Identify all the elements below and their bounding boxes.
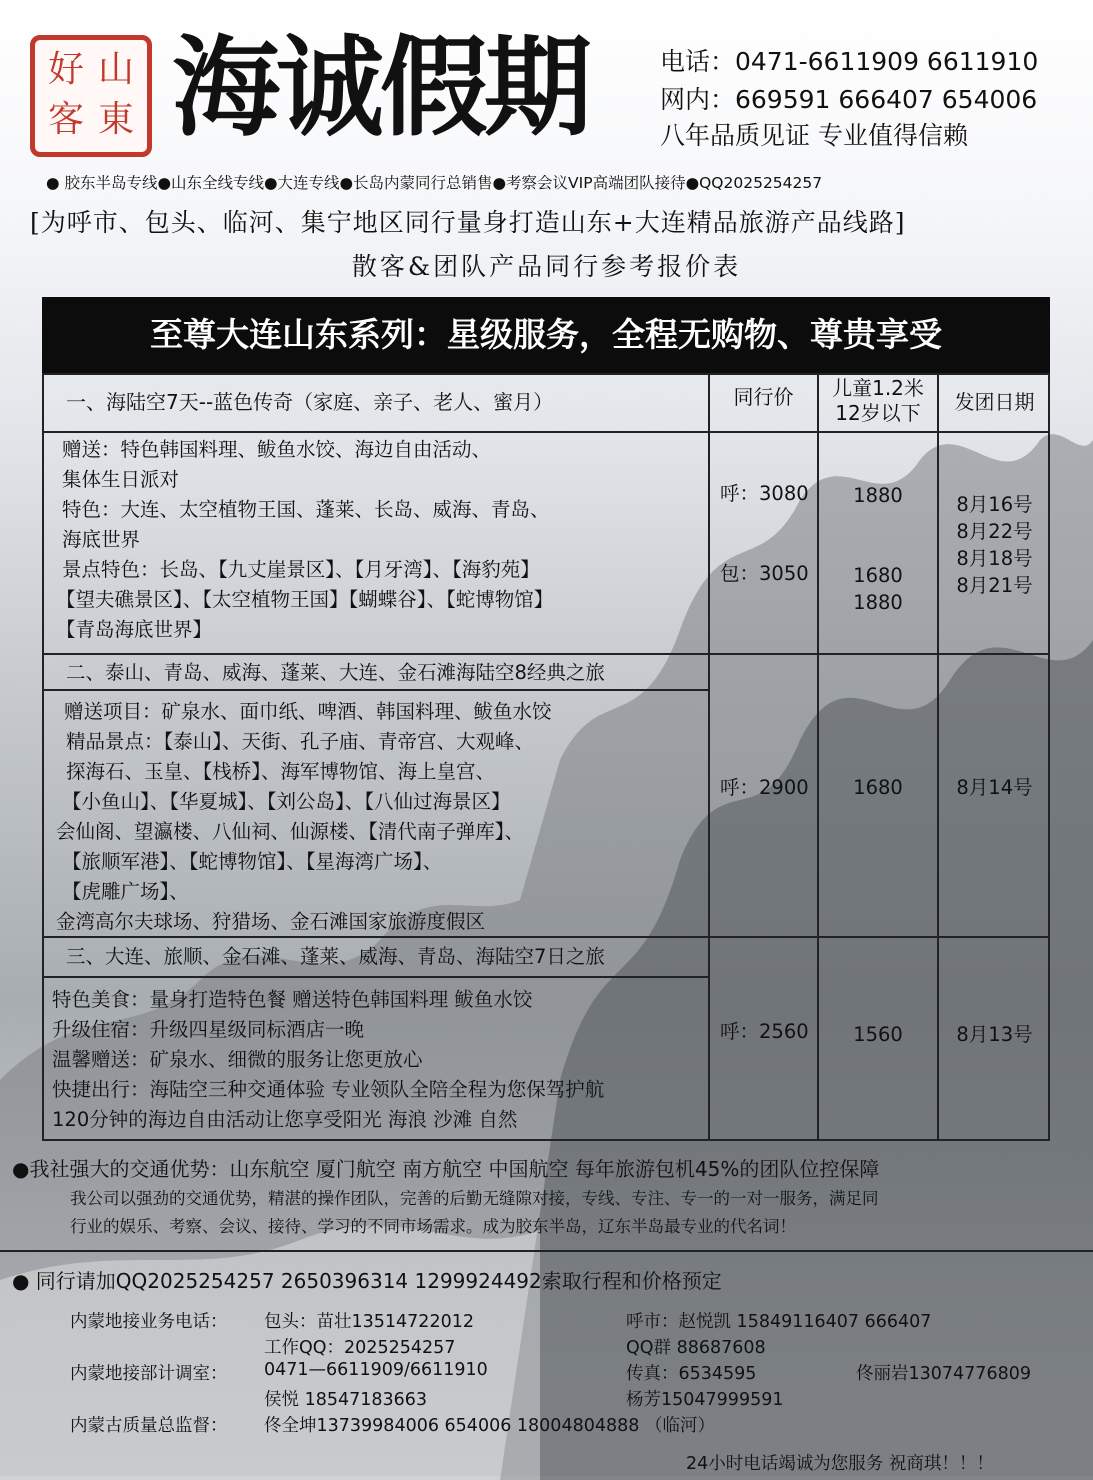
route2-title: 二、泰山、青岛、威海、蓬莱、大连、金石滩海陆空8经典之旅 (66, 661, 605, 684)
logo-seal (30, 35, 152, 157)
contact-work-qq: 工作QQ：2025254257 (264, 1338, 456, 1358)
route2-line: 赠送项目：矿泉水、面巾纸、啤酒、韩国料理、鲅鱼水饺 (64, 700, 552, 723)
phone-line: 电话：0471-6611909 6611910 (660, 47, 1039, 76)
route1-price-hu: 呼：3080 (720, 482, 809, 505)
route1-line: 【望夫礁景区】、【太空植物王国】【蝴蝶谷】、【蛇博物馆】 (56, 588, 554, 611)
route3-child: 1560 (853, 1023, 903, 1046)
advantage-desc-1: 我公司以强劲的交通优势，精湛的操作团队，完善的后勤无缝隙对接，专线、专注、专一的一对一服务，满足同 (70, 1189, 879, 1208)
quality-contact: 佟全坤13739984006 654006 18004804888 （临河） (264, 1416, 715, 1436)
route1-child-b: 1680 (853, 564, 903, 587)
route2-line: 【旅顺军港】、【蛇博物馆】、【星海湾广场】、 (62, 850, 443, 873)
seal-char: 山 (97, 49, 134, 90)
slogan: 八年品质见证 专业值得信赖 (660, 121, 968, 150)
row-divider (44, 976, 708, 978)
route1-details (56, 435, 554, 645)
contact-hou: 侯悦 18547183663 (264, 1390, 428, 1410)
qq-line: ● 同行请加QQ2025254257 2650396314 1299924492索取行程和价格预定 (12, 1269, 722, 1293)
series-banner: 至尊大连山东系列：星级服务，全程无购物、尊贵享受 (42, 297, 1050, 373)
col-header-child (819, 376, 937, 426)
advantage-desc-2: 行业的娱乐、考察、会议、接待、学习的不同市场需求。成为胶东半岛，辽东半岛最专业的代名词！ (70, 1217, 796, 1236)
route2-details (56, 697, 552, 937)
route3-line: 特色美食：量身打造特色餐 赠送特色韩国料理 鲅鱼水饺 (52, 988, 533, 1011)
route1-dates (939, 491, 1050, 599)
route1-line: 特色：大连、太空植物王国、蓬莱、长岛、威海、青岛、 (62, 498, 550, 521)
route2-line: 【虎雕广场】、 (62, 880, 189, 903)
route3-date: 8月13号 (956, 1023, 1033, 1046)
route2-line: 金湾高尔夫球场、狩猎场、金石滩国家旅游度假区 (56, 910, 486, 933)
route2-line: 会仙阁、望瀛楼、八仙祠、仙源楼、【清代南子弹库】、 (56, 820, 525, 843)
route3-title: 三、大连、旅顺、金石滩、蓬莱、威海、青岛、海陆空7日之旅 (66, 945, 605, 968)
route1-title: 一、海陆空7天--蓝色传奇（家庭、亲子、老人、蜜月） (66, 390, 554, 414)
contact-yang: 杨芳15047999591 (626, 1390, 784, 1410)
route3-price: 呼：2560 (720, 1020, 809, 1043)
route3-line: 快捷出行：海陆空三种交通体验 专业领队全陪全程为您保驾护航 (52, 1078, 605, 1101)
route2-child: 1680 (853, 776, 903, 799)
row-divider (44, 653, 1050, 655)
price-list-title: 散客&团队产品同行参考报价表 (351, 252, 742, 281)
col-header-child-line1: 儿童1.2米 (832, 376, 924, 400)
closing-line: 24小时电话竭诚为您服务 祝商琪！！！ (686, 1454, 994, 1474)
route3-line: 120分钟的海边自由活动让您享受阳光 海浪 沙滩 自然 (52, 1108, 518, 1131)
route3-line: 温馨赠送：矿泉水、细微的服务让您更放心 (52, 1048, 423, 1071)
seal-char: 好 (47, 49, 84, 90)
price-table (42, 373, 1050, 1141)
route2-date: 8月14号 (956, 776, 1033, 799)
contact-qq-group: QQ群 88687608 (626, 1338, 766, 1358)
route3-line: 升级住宿：升级四星级同标酒店一晚 (52, 1018, 365, 1041)
route1-line: 海底世界 (62, 528, 141, 551)
route3-details (52, 985, 604, 1135)
col-header-child-line2: 12岁以下 (835, 401, 921, 425)
route2-line: 精品景点：【泰山】、天街、孔子庙、青帝宫、大观峰、 (66, 730, 535, 753)
route2-price: 呼：2900 (720, 776, 809, 799)
route1-line: 景点特色：长岛、【九丈崖景区】、【月牙湾】、【海豹苑】 (62, 558, 540, 581)
transport-advantage: ●我社强大的交通优势：山东航空 厦门航空 南方航空 中国航空 每年旅游包机45%的团队位控保障 (12, 1157, 880, 1181)
date-item: 8月21号 (956, 574, 1033, 597)
contact-tong: 佟丽岩13074776809 (856, 1364, 1031, 1384)
quality-label: 内蒙古质量总监督： (70, 1416, 228, 1436)
date-item: 8月18号 (956, 547, 1033, 570)
route2-line: 【小鱼山】、【华夏城】、【刘公岛】、【八仙过海景区】 (62, 790, 511, 813)
col-divider (708, 375, 710, 1139)
route1-child-a: 1880 (853, 484, 903, 507)
biz-label: 内蒙地接业务电话： (70, 1312, 228, 1332)
col-header-dates: 发团日期 (954, 390, 1035, 414)
route1-price-bao: 包：3050 (720, 562, 809, 585)
route1-child-c: 1880 (853, 591, 903, 614)
contact-huhe: 呼市：赵悦凯 15849116407 666407 (626, 1312, 932, 1332)
dispatch-label: 内蒙地接部计调室： (70, 1364, 228, 1384)
route1-line: 赠送：特色韩国料理、鲅鱼水饺、海边自由活动、 (62, 438, 492, 461)
date-item: 8月22号 (956, 520, 1033, 543)
date-item: 8月16号 (956, 493, 1033, 516)
brand-title: 海诚假期 (172, 26, 589, 151)
seal-char: 客 (47, 99, 84, 140)
row-divider (44, 431, 1050, 433)
seal-char: 東 (97, 99, 134, 140)
section-divider (0, 1250, 1093, 1252)
dispatch-phone: 0471—6611909/6611910 (264, 1360, 488, 1380)
route1-line: 集体生日派对 (62, 468, 180, 491)
row-divider (44, 689, 708, 691)
col-header-price: 同行价 (733, 385, 794, 409)
route1-line: 【青岛海底世界】 (56, 618, 213, 641)
route2-line: 探海石、玉皇、【栈桥】、海军博物馆、海上皇宫、 (66, 760, 496, 783)
service-lines: ● 胶东半岛专线●山东全线专线●大连专线●长岛内蒙同行总销售●考察会议VIP高端团队接待●QQ2025254257 (46, 174, 823, 192)
contact-baotou: 包头：苗壮13514722012 (264, 1312, 474, 1332)
contact-fax: 传真：6534595 (626, 1364, 757, 1384)
subtitle: [为呼市、包头、临河、集宁地区同行量身打造山东+大连精品旅游产品线路] (30, 208, 906, 237)
internal-line: 网内：669591 666407 654006 (660, 85, 1038, 114)
